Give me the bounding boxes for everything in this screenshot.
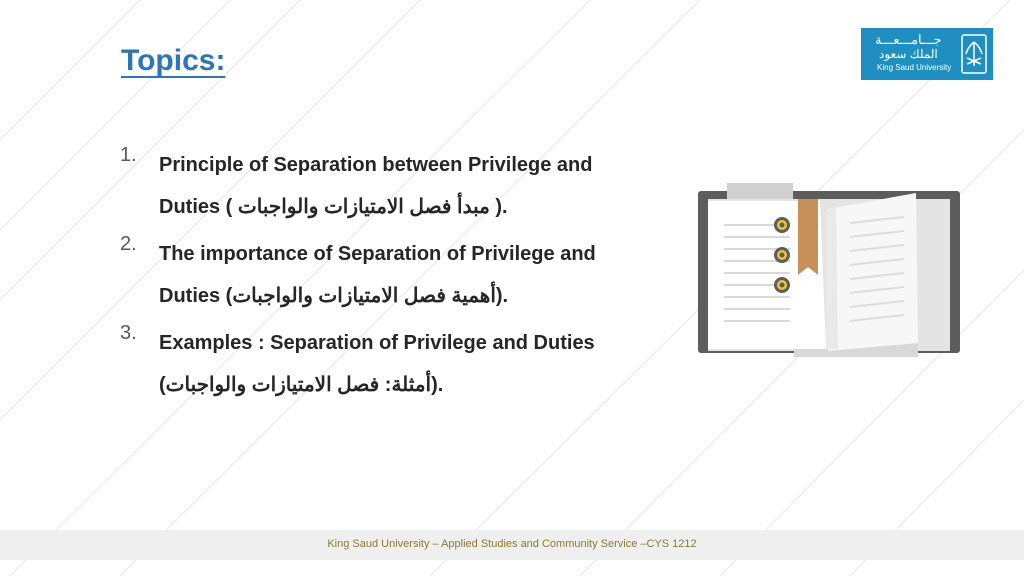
university-logo <box>861 28 993 80</box>
topic-item <box>120 233 690 317</box>
topic-line: Duties ( مبدأ فصل الامتيازات والواجبات ). <box>159 196 508 218</box>
topic-line: (أمثلة: فصل الامتيازات والواجبات). <box>159 374 444 396</box>
topic-item <box>120 144 690 228</box>
topic-line: The importance of Separation of Privilege and <box>159 243 596 265</box>
page-title: Topics: <box>121 44 226 77</box>
topic-line: Duties (أهمية فصل الامتيازات والواجبات). <box>159 285 509 307</box>
topic-line: Principle of Separation between Privilege and <box>159 154 593 176</box>
topic-number: 1. <box>120 144 137 166</box>
logo-english-name: King Saud University <box>877 63 952 72</box>
palm-emblem-icon <box>961 34 987 74</box>
footer-bar <box>0 530 1024 560</box>
topic-item <box>120 322 690 406</box>
logo-arabic-line2: الملك سعود <box>879 47 938 61</box>
footer-text: King Saud University – Applied Studies and Community Service –CYS 1212 <box>327 538 697 550</box>
topic-number: 2. <box>120 233 137 255</box>
open-book-icon <box>698 183 960 359</box>
topic-line: Examples : Separation of Privilege and Duties <box>159 332 595 354</box>
logo-arabic-line1: جـــامـــعـــة <box>875 32 942 47</box>
topics-list <box>120 144 690 417</box>
topic-number: 3. <box>120 322 137 344</box>
